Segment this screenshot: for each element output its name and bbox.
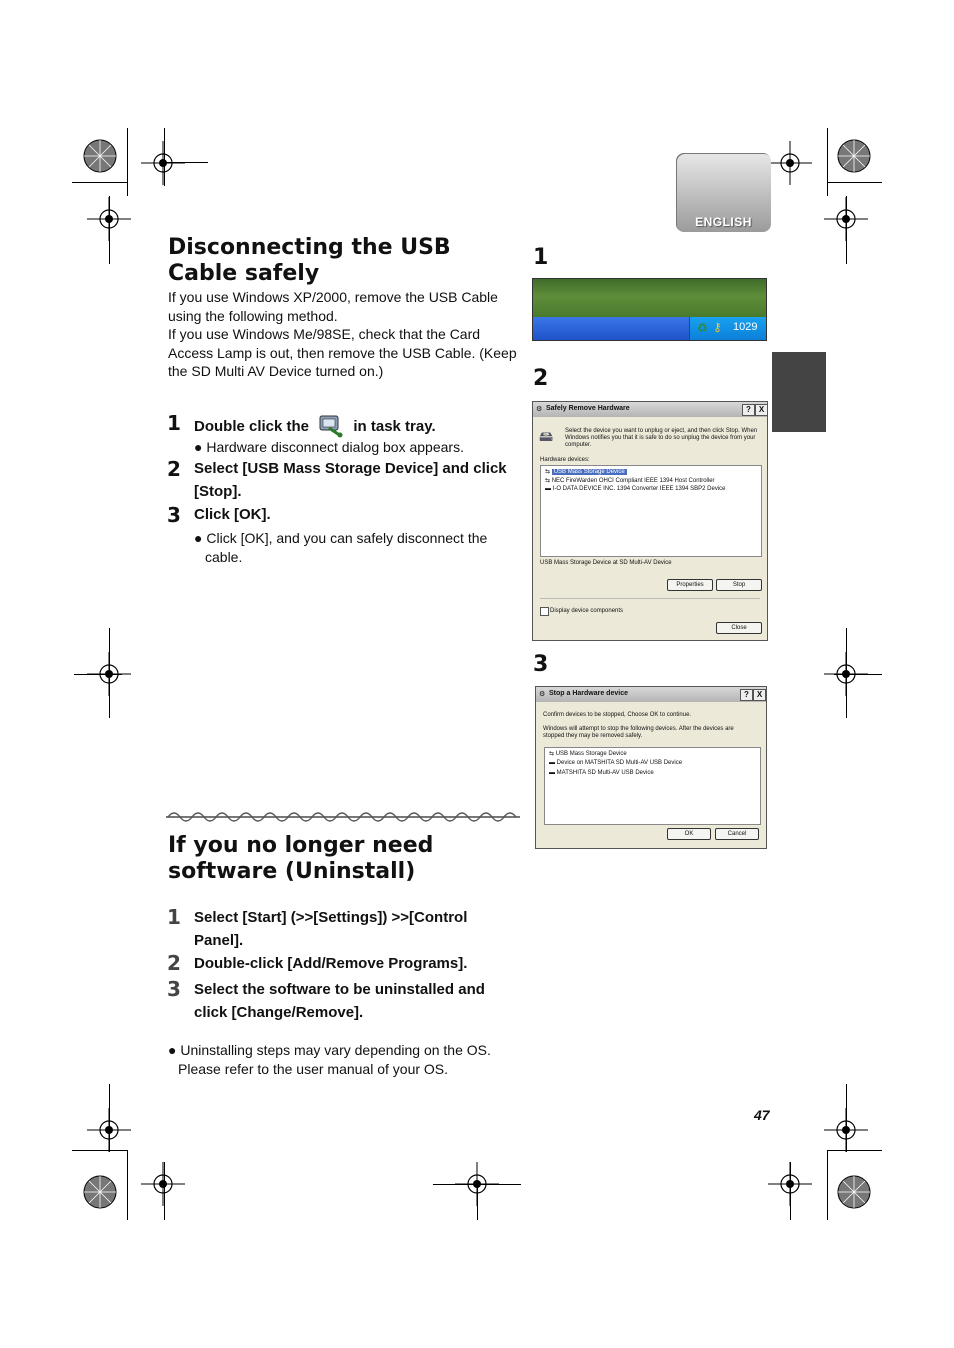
section2-title: If you no longer need software (Uninstall) [168,833,434,884]
stop-button[interactable]: Stop [716,579,762,591]
hardware-icon: 🖴 [539,428,554,444]
device-name: I-O DATA DEVICE INC. 1394 Converter IEEE 1394 SBP2 Device [552,486,726,492]
safely-remove-hardware-icon [317,412,345,438]
step-text: Click [OK]. [194,506,271,523]
device-name: MATSHITA SD Multi-AV USB Device [556,770,654,776]
step-number: 2 [167,457,181,481]
step-text: Select [USB Mass Storage Device] and click [Stop]. [194,460,507,500]
crosshair-icon [141,1162,185,1206]
list-item[interactable]: ⇆ USB Mass Storage Device [549,751,627,757]
section1-intro: If you use Windows XP/2000, remove the USB Cable using the following method. If you use Windows Me/98SE, check that the Card Access Lamp is out, then remove the USB Cable. (Keep the SD Multi AV Device turned on.) [168,289,517,379]
ok-button[interactable]: OK [667,828,711,840]
tray-clock: 1029 [733,321,758,333]
step-number: 3 [167,977,181,1001]
help-button[interactable]: ? [740,689,753,701]
close-icon[interactable]: X [753,689,766,701]
figure-label: 2 [533,366,549,391]
uninstall-note-text: Uninstalling steps may vary depending on the OS. Please refer to the user manual of your OS. [178,1042,491,1077]
figure-label: 1 [533,245,549,270]
step-number: 1 [167,411,181,435]
uninstall-note: ● Uninstalling steps may vary depending on the OS. Please refer to the user manual of your OS. [168,1042,491,1077]
properties-button[interactable]: Properties [667,579,713,591]
step-text [194,412,519,439]
checkbox-label: Display device components [550,608,624,614]
crosshair-icon [141,141,185,185]
crosshair-icon [768,141,812,185]
decorative-divider [166,808,520,826]
hardware-devices-list[interactable] [540,465,762,557]
dialog-separator [540,598,760,599]
dialog-icon: ⚙ [536,406,543,413]
confirm-line: Confirm devices to be stopped, Choose OK to continue. [543,712,692,718]
dialog-icon: ⚙ [539,691,546,698]
tray-safely-remove-icon[interactable]: ♻ [697,321,708,335]
list-item[interactable]: ⇆ NEC FireWarden OHCI Compliant IEEE 1394 Host Controller [545,478,715,484]
section1-title: Disconnecting the USB Cable safely [168,235,451,286]
dialog-message: Select the device you want to unplug or eject, and then click Stop. When Windows notifies you that it is safe to do so unplug the device from your computer. [565,428,758,448]
devices-to-stop-list[interactable] [544,747,761,825]
starburst-mark-icon [78,1170,122,1214]
figure-label: 3 [533,652,549,677]
language-tab [676,153,771,232]
step-text: Select [Start] (>>[Settings]) >>[Control Panel]. [194,909,468,949]
step-text: Double-click [Add/Remove Programs]. [194,955,468,972]
close-button[interactable]: Close [716,622,762,634]
selected-device-info: USB Mass Storage Device at SD Multi-AV Device [540,560,672,566]
device-name: USB Mass Storage Device [555,751,627,757]
safely-remove-dialog [532,401,768,641]
section-side-tab [772,352,826,432]
close-icon[interactable]: X [755,404,768,416]
dialog-title: Stop a Hardware device [549,690,628,697]
list-item[interactable]: ⇆ USB Mass Storage Device [545,469,625,475]
dialog-title: Safely Remove Hardware [546,405,630,412]
desktop-background [533,279,766,317]
list-label: Hardware devices: [540,457,590,463]
info-line: Windows will attempt to stop the following devices. After the devices are stopped they may be removed safely. [543,726,734,739]
starburst-mark-icon [832,134,876,178]
step-text-after: in task tray. [353,418,436,435]
step-text: Select the software to be uninstalled and click [Change/Remove]. [194,981,485,1021]
dialog-titlebar [533,402,767,417]
stop-hardware-dialog [535,686,767,849]
language-tab-label: ENGLISH [695,215,752,229]
list-item[interactable]: ▬ MATSHITA SD Multi-AV USB Device [549,770,654,776]
step-number: 3 [167,503,181,527]
device-name: NEC FireWarden OHCI Compliant IEEE 1394 Host Controller [551,478,715,484]
step-note: ● Hardware disconnect dialog box appears. [194,439,464,455]
step-note-text: Hardware disconnect dialog box appears. [206,439,464,455]
cancel-button[interactable]: Cancel [715,828,759,840]
step-note-text: Click [OK], and you can safely disconnect the cable. [205,530,488,565]
step-note: ● Click [OK], and you can safely disconnect the cable. [194,530,488,565]
list-item[interactable]: ▬ I-O DATA DEVICE INC. 1394 Converter IEEE 1394 SBP2 Device [545,486,726,492]
starburst-mark-icon [832,1170,876,1214]
help-button[interactable]: ? [742,404,755,416]
step-text-before: Double click the [194,418,310,435]
starburst-mark-icon [78,134,122,178]
page-number: 47 [754,1107,770,1123]
device-name: USB Mass Storage Device [553,469,625,475]
dialog-titlebar [536,687,766,702]
display-components-checkbox[interactable] [540,607,549,616]
step-number: 2 [167,951,181,975]
step-number: 1 [167,905,181,929]
tray-key-icon[interactable]: ⚷ [713,320,722,334]
device-name: Device on MATSHITA SD Multi-AV USB Device [556,760,683,766]
list-item[interactable]: ▬ Device on MATSHITA SD Multi-AV USB Device [549,760,683,766]
taskbar-screenshot [532,278,767,341]
